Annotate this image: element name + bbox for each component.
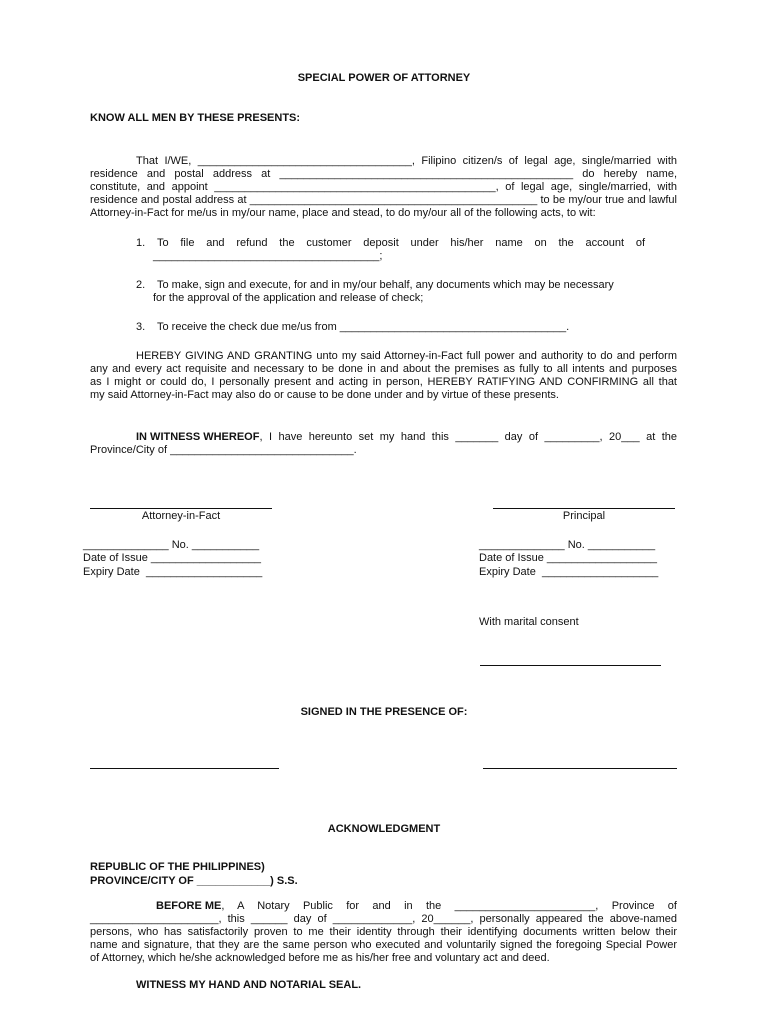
list-item-continuation: for the approval of the application and release of check; — [153, 292, 424, 304]
list-number: 2. — [136, 279, 146, 291]
id-number-field: ______________ No. ___________ — [479, 539, 656, 551]
list-item: To receive the check due me/us from _____________________________________. — [157, 321, 570, 333]
acknowledgment-heading: ACKNOWLEDGMENT — [327, 823, 441, 835]
expiry-date-field: Expiry Date ___________________ — [479, 566, 659, 578]
date-of-issue-field: Date of Issue __________________ — [479, 552, 657, 564]
province-line: PROVINCE/CITY OF ____________) S.S. — [90, 875, 298, 887]
signed-presence-heading: SIGNED IN THE PRESENCE OF: — [300, 706, 468, 718]
paragraph-line: constitute, and appoint ______________________________________________, of legal age, single/married, with — [90, 181, 677, 193]
paragraph-line: , A Notary Public for and in the _______________________, Province of — [221, 900, 677, 912]
list-number: 1. — [136, 237, 146, 249]
republic-line: REPUBLIC OF THE PHILIPPINES) — [90, 861, 265, 873]
paragraph-line: persons, who has satisfactorily proven to me their identity through their identifying documents written below their — [90, 926, 677, 938]
list-item: To make, sign and execute, for and in my/our behalf, any documents which may be necessary — [157, 279, 614, 291]
attorney-label: Attorney-in-Fact — [141, 510, 221, 522]
paragraph-line: , I have hereunto set my hand this _______ day of _________, 20___ at the — [259, 431, 677, 443]
paragraph-line: That I/WE, ___________________________________, Filipino citizen/s of legal age, single/married with — [136, 155, 677, 167]
paragraph-line: of Attorney, which he/she acknowledged before me as his/her free and voluntary act and deed. — [90, 952, 550, 964]
paragraph-line: as I might or could do, I personally present and acting in person, HEREBY RATIFYING AND CONFIRMING all that — [90, 376, 677, 388]
principal-label: Principal — [562, 510, 606, 522]
signature-line — [493, 508, 675, 509]
witness-lead: IN WITNESS WHEREOF — [136, 431, 260, 443]
marital-consent-line — [480, 665, 661, 666]
opening-line: KNOW ALL MEN BY THESE PRESENTS: — [90, 112, 301, 124]
list-item-continuation: _____________________________________; — [153, 250, 383, 262]
paragraph-line: residence and postal address at ________________________________________________ do hereby name, — [90, 168, 677, 180]
paragraph-line: residence and postal address at _______________________________________________ to be my/our true and lawful — [90, 194, 677, 206]
signature-line — [90, 508, 272, 509]
witness-signature-line-right — [483, 768, 677, 769]
paragraph-line: HEREBY GIVING AND GRANTING unto my said Attorney-in-Fact full power and authority to do and perform — [136, 350, 677, 362]
paragraph-line: any and every act requisite and necessary to be done in and about the premises as fully to all intents and purposes — [90, 363, 677, 375]
notarial-seal-line: WITNESS MY HAND AND NOTARIAL SEAL. — [136, 979, 362, 991]
paragraph-line: Province/City of ______________________________. — [90, 444, 357, 456]
marital-consent-label: With marital consent — [479, 616, 579, 628]
paragraph-line: _____________________, this ______ day of _____________, 20______, personally appeared the above-named — [90, 913, 677, 925]
paragraph-line: Attorney-in-Fact for me/us in my/our name, place and stead, to do my/our all of the following acts, to wit: — [90, 207, 596, 219]
expiry-date-field: Expiry Date ___________________ — [83, 566, 263, 578]
paragraph-line: my said Attorney-in-Fact may also do or cause to be done under and by virtue of these presents. — [90, 389, 559, 401]
list-number: 3. — [136, 321, 146, 333]
date-of-issue-field: Date of Issue __________________ — [83, 552, 261, 564]
witness-signature-line-left — [90, 768, 279, 769]
id-number-field: ______________ No. ___________ — [83, 539, 260, 551]
paragraph-line: name and signature, that they are the same person who executed and voluntarily signed the foregoing Special Power — [90, 939, 677, 951]
document-title: SPECIAL POWER OF ATTORNEY — [297, 72, 471, 84]
list-item: To file and refund the customer deposit under his/her name on the account of — [157, 237, 645, 249]
before-me-lead: BEFORE ME — [156, 900, 222, 912]
